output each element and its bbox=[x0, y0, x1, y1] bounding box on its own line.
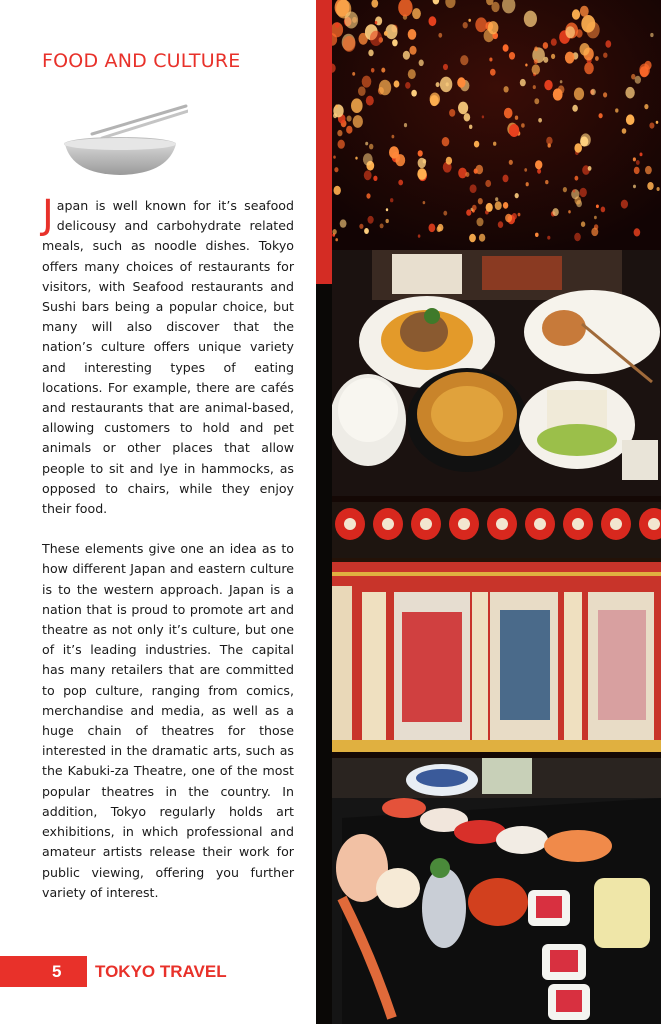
lanterns-image bbox=[332, 0, 661, 250]
magazine-title: TOKYO TRAVEL bbox=[95, 962, 227, 981]
bowl-with-chopsticks-icon bbox=[62, 100, 188, 180]
article-body bbox=[42, 192, 294, 903]
meal-image bbox=[332, 250, 661, 496]
kabuki-lanterns bbox=[335, 508, 661, 540]
photo-lanterns bbox=[332, 0, 661, 250]
article-paragraph-1 bbox=[42, 192, 294, 519]
photo-kabuki bbox=[332, 502, 661, 752]
article-paragraph-2: These elements give one an idea as to how different Japan and eastern culture is to the western approach. Japan is a nation that is proud to promote art and theatre as not only it’s culture, but one of it’s leading industries. The capital has many retailers that are committed to pop culture, ranging from comics, merchandise and media, as well as a huge chain of theatres for those interested in the dramatic arts, such as the Kabuki-za Theatre, one of the most popular theatres in the country. In addition, Tokyo regularly holds art exhibitions, in which professional and amateur artists release their work for public viewing, offering you further variety of interest. bbox=[42, 541, 294, 900]
paragraph-1-text: apan is well known for it’s seafood delicousy and carbohydrate related meals, such as noodle dishes. Tokyo offers many choices of restaurants for visitors, with Seafood restaurants and Sushi bars being a popular choice, but many will also discover that the nation’s culture offers unique variety and interesting types of eating locations. For example, there are cafés and restaurants that are animal-based, allowing customers to hold and pet animals or other places that allow people to sit and lye in hammocks, as opposed to chairs, while they enjoy their food. bbox=[42, 198, 294, 517]
sushi-image bbox=[332, 758, 661, 1024]
photo-meal bbox=[332, 250, 661, 496]
photo-sushi bbox=[332, 758, 661, 1024]
article-column bbox=[0, 0, 316, 1024]
page-number-bar bbox=[0, 956, 87, 987]
kabuki-image bbox=[332, 502, 661, 752]
section-title: FOOD AND CULTURE bbox=[42, 50, 241, 72]
page-number: 5 bbox=[52, 962, 62, 981]
drop-cap: J bbox=[42, 192, 54, 238]
red-accent-band bbox=[316, 0, 332, 284]
